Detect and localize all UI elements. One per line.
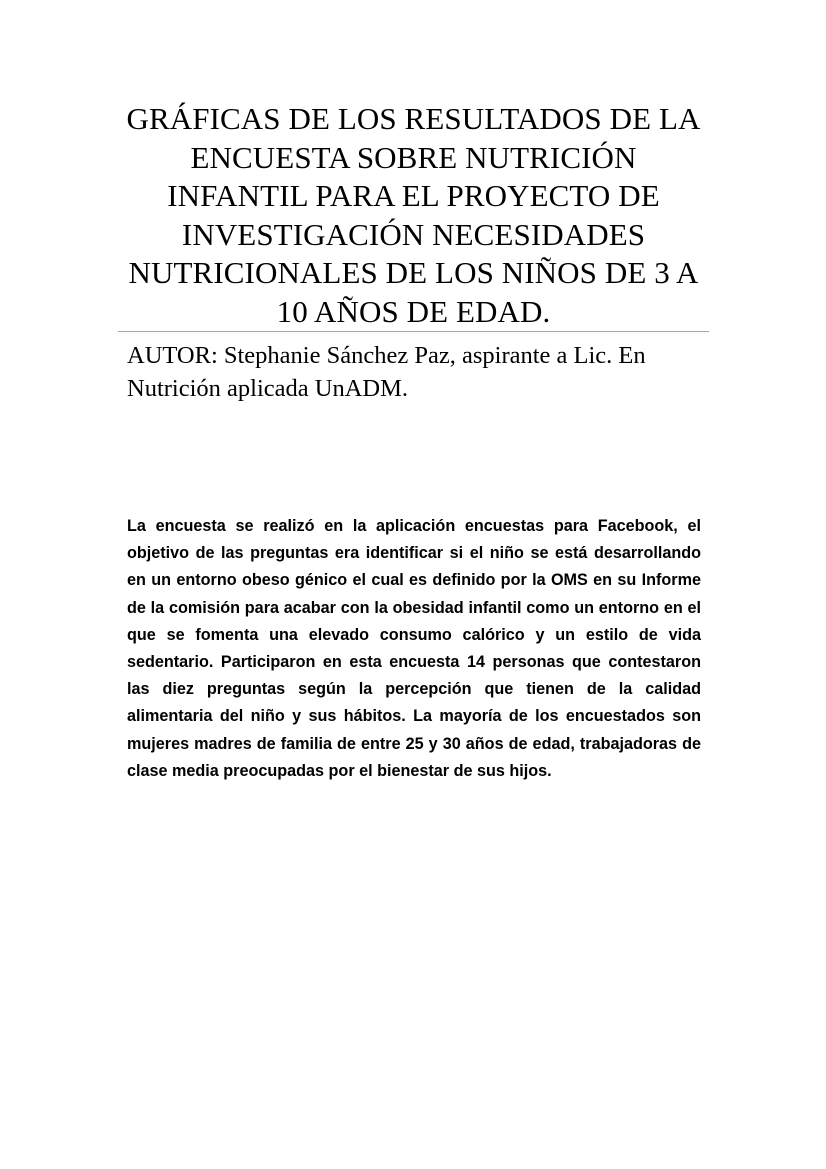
title-divider: [118, 331, 709, 332]
intro-paragraph: La encuesta se realizó en la aplicación encuestas para Facebook, el objetivo de las preguntas era identificar si el niño se está desarrollando en un entorno obeso génico el cual es definido por la OMS en su Informe de la comisión para acabar con la obesidad infantil como un entorno en el que se fomenta una elevado consumo calórico y un estilo de vida sedentario. Participaron en esta encuesta 14 personas que contestaron las diez preguntas según la percepción que tienen de la calidad alimentaria del niño y sus hábitos. La mayoría de los encuestados son mujeres madres de familia de entre 25 y 30 años de edad, trabajadoras de clase media preocupadas por el bienestar de sus hijos.: [127, 517, 701, 780]
document-title: GRÁFICAS DE LOS RESULTADOS DE LA ENCUESTA SOBRE NUTRICIÓN INFANTIL PARA EL PROYECTO DE INVESTIGACIÓN NECESIDADES NUTRICIONALES DE LOS NIÑOS DE 3 A 10 AÑOS DE EDAD.: [126, 101, 701, 329]
author-line: AUTOR: Stephanie Sánchez Paz, aspirante a Lic. En Nutrición aplicada UnADM.: [127, 342, 646, 402]
